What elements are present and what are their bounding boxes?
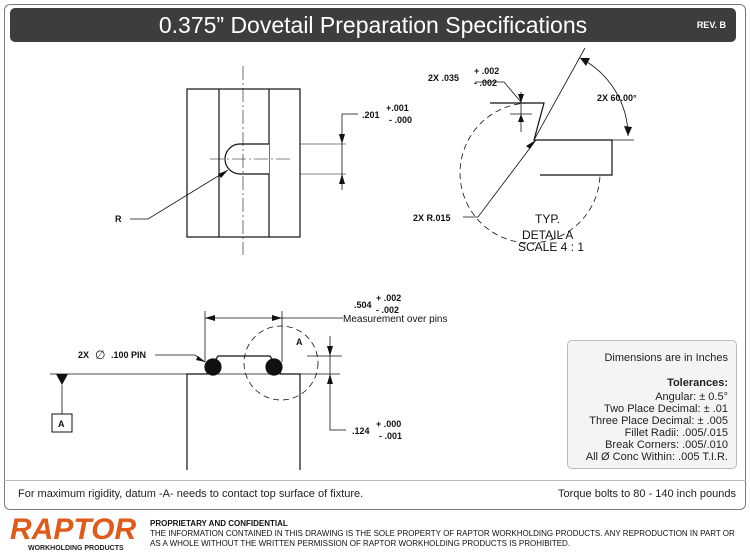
front-view-body: [187, 356, 300, 470]
dim-124-tol-minus: - .001: [379, 431, 403, 441]
page-title: 0.375” Dovetail Preparation Specifications: [158, 12, 588, 38]
measurement-note: Measurement over pins: [343, 314, 448, 325]
torque-note: Torque bolts to 80 - 140 inch pounds: [558, 488, 736, 500]
datum-triangle: [56, 374, 68, 385]
typ-label: TYP.: [535, 212, 561, 226]
pin-right: [266, 359, 282, 375]
front-view: [50, 311, 346, 470]
diameter-icon: ∅: [95, 348, 106, 362]
detail-a-marker: A: [296, 337, 303, 347]
pin-left: [205, 359, 221, 375]
dim-035: 2X .035: [428, 73, 460, 83]
dim-124-tol-plus: + .000: [376, 419, 402, 429]
dim-201-tol-plus: +.001: [386, 103, 409, 113]
scale-label: SCALE 4 : 1: [518, 240, 585, 254]
tolerance-row: All Ø Conc Within: .005 T.I.R.: [585, 451, 728, 463]
dim-035-tol-minus: - .002: [474, 78, 498, 88]
dim-035-tol-plus: + .002: [474, 66, 500, 76]
detail-a-angle-line: [534, 48, 585, 140]
r-leader: [130, 170, 228, 219]
datum-label: A: [58, 419, 65, 429]
tolerance-row: Break Corners: .005/.010: [605, 439, 728, 451]
tolerance-row: Fillet Radii: .005/.015: [624, 427, 728, 439]
datum-note: For maximum rigidity, datum -A- needs to contact top surface of fixture.: [18, 488, 364, 500]
pin-label: .100 PIN: [111, 350, 147, 360]
tolerances-panel: [567, 340, 737, 469]
tolerance-row: Two Place Decimal: ± .01: [603, 403, 728, 415]
top-view: [130, 66, 358, 255]
raptor-logo: RAPTOR: [10, 513, 137, 546]
tolerance-row: Three Place Decimal: ± .005: [589, 415, 728, 427]
dim-201-tol-minus: - .000: [389, 115, 413, 125]
dim-504-tol-minus: - .002: [376, 305, 400, 315]
detail-a-profile: [490, 103, 612, 175]
dim-201: .201: [362, 110, 380, 120]
raptor-logo-subtitle: WORKHOLDING PRODUCTS: [28, 545, 124, 552]
radius-leader: [463, 140, 536, 217]
proprietary-text: THE INFORMATION CONTAINED IN THIS DRAWING IS THE SOLE PROPERTY OF RAPTOR WORKHOLDING PRODUCTS. ANY REPRODUCTION IN PART OR AS A WHOLE WITHOUT THE WRITTEN PERMISSION OF RAPTOR WORKHOLDING PRODUCTS IS PROHIBITED.: [150, 529, 735, 548]
tolerances-title: Tolerances:: [667, 377, 728, 389]
proprietary-title: PROPRIETARY AND CONFIDENTIAL: [150, 519, 288, 528]
units-note: Dimensions are in Inches: [604, 352, 728, 364]
detail-a-circle: [460, 103, 600, 243]
radius-label: 2X R.015: [413, 213, 451, 223]
dim-504-tol-plus: + .002: [376, 293, 402, 303]
pin-prefix: 2X: [78, 350, 90, 360]
angle-label: 2X 60.00°: [597, 93, 637, 103]
r-label: R: [115, 214, 122, 224]
dim-504: .504: [354, 300, 372, 310]
revision-label: REV. B: [696, 20, 726, 30]
dim-124: .124: [352, 426, 370, 436]
tolerance-row: Angular: ± 0.5°: [655, 391, 728, 403]
detail-label: DETAIL A: [522, 228, 574, 242]
